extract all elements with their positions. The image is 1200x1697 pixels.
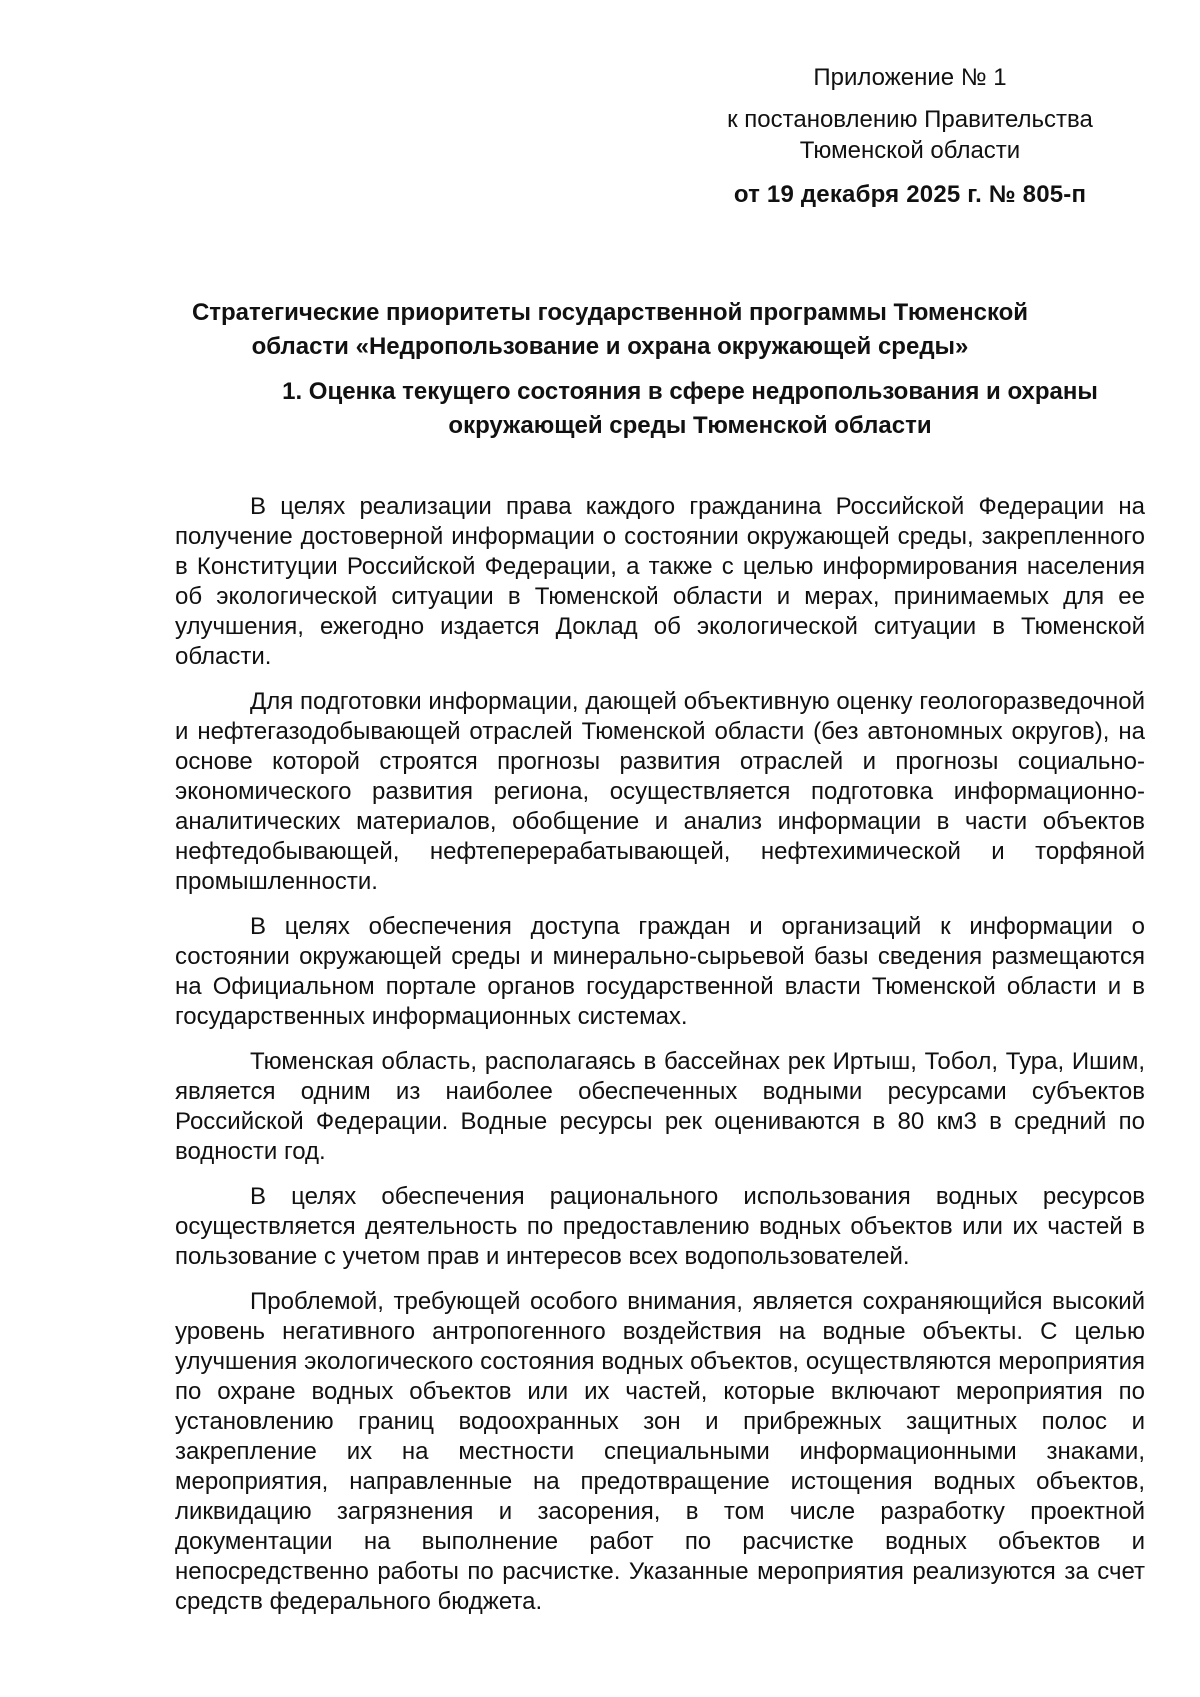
resolution-reference: к постановлению Правительства Тюменской области (727, 106, 1093, 164)
paragraph: Проблемой, требующей особого внимания, является сохраняющийся высокий уровень негативного антропогенного воздействия на водные объекты. С целью улучшения экологического состояния водных объектов, осуществляются мероприятия по охране водных объектов или их частей, которые включают мероприятия по установлению границ водоохранных зон и прибрежных защитных полос и закрепление их на местности специальными информационными знаками, мероприятия, направленные на предотвращение истощения водных объектов, ликвидацию загрязнения и засорения, в том числе разработку проектной документации на выполнение работ по расчистке водных объектов и непосредственно работы по расчистке. Указанные мероприятия реализуются за счет средств федерального бюджета. (175, 1288, 1145, 1615)
paragraph: Тюменская область, располагаясь в бассейнах рек Иртыш, Тобол, Тура, Ишим, является одним из наиболее обеспеченных водными ресурсами субъектов Российской Федерации. Водные ресурсы рек оцениваются в 80 км3 в средний по водности год. (175, 1048, 1145, 1165)
paragraph: Для подготовки информации, дающей объективную оценку геологоразведочной и нефтегазодобывающей отраслей Тюменской области (без автономных округов), на основе которой строятся прогнозы развития отраслей и прогнозы социально-экономического развития региона, осуществляется подготовка информационно-аналитических материалов, обобщение и анализ информации в части объектов нефтедобывающей, нефтеперерабатывающей, нефтехимической и торфяной промышленности. (175, 688, 1145, 895)
paragraph: В целях обеспечения рационального использования водных ресурсов осуществляется деятельность по предоставлению водных объектов или их частей в пользование с учетом прав и интересов всех водопользователей. (175, 1183, 1145, 1270)
paragraph: В целях реализации права каждого гражданина Российской Федерации на получение достоверной информации о состоянии окружающей среды, закрепленного в Конституции Российской Федерации, а также с целью информирования населения об экологической ситуации в Тюменской области и мерах, принимаемых для ее улучшения, ежегодно издается Доклад об экологической ситуации в Тюменской области. (175, 493, 1145, 670)
section-title: 1. Оценка текущего состояния в сфере недропользования и охраны окружающей среды Тюменской области (282, 378, 1098, 439)
document-title: Стратегические приоритеты государственной программы Тюменской области «Недропользование и охрана окружающей среды» (191, 299, 1029, 360)
document-body (175, 492, 1145, 1632)
resolution-date-number: от 19 декабря 2025 г. № 805-п (733, 181, 1087, 208)
appendix-number: Приложение № 1 (813, 64, 1007, 91)
paragraph: В целях обеспечения доступа граждан и организаций к информации о состоянии окружающей среды и минерально-сырьевой базы сведения размещаются на Официальном портале органов государственной власти Тюменской области и в государственных информационных системах. (175, 913, 1145, 1030)
